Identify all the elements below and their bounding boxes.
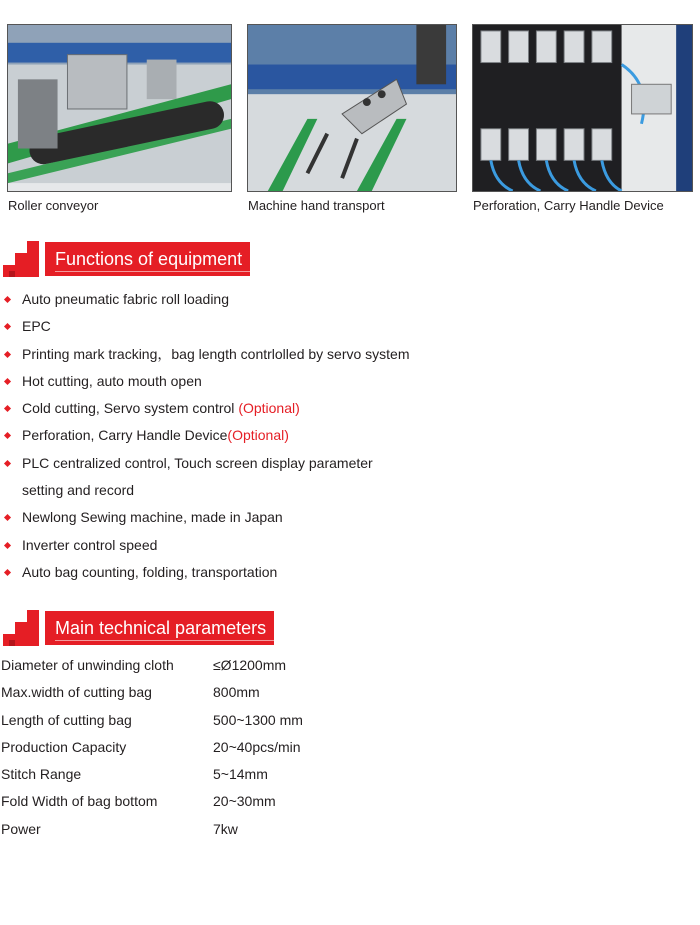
section-title: Functions of equipment: [55, 249, 243, 269]
section-title: Main technical parameters: [55, 618, 267, 638]
function-item-text: Cold cutting, Servo system control: [22, 400, 239, 417]
function-item-continuation: setting and record: [22, 482, 135, 499]
function-item-text: Hot cutting, auto mouth open: [22, 372, 202, 389]
section-title-bar: [45, 242, 250, 276]
photo-caption: Perforation, Carry Handle Device: [473, 198, 664, 213]
function-item: [3, 532, 410, 559]
diamond-bullet-icon: [4, 378, 11, 385]
photo-caption: Machine hand transport: [248, 198, 385, 213]
diamond-bullet-icon: [4, 460, 11, 467]
photo-caption: Roller conveyor: [8, 198, 99, 213]
perforation-device-photo: [472, 24, 693, 192]
diamond-bullet-icon: [4, 432, 11, 439]
parameter-label: Max.width of cutting bag: [1, 684, 152, 701]
checker-logo-icon: [3, 241, 39, 277]
diamond-bullet-icon: [4, 405, 11, 412]
optional-tag: (Optional): [227, 427, 289, 444]
function-item: [3, 504, 410, 531]
function-item: [3, 395, 410, 422]
machine-hand-photo: [247, 24, 457, 192]
function-item: [3, 450, 410, 477]
diamond-bullet-icon: [4, 514, 11, 521]
optional-tag: (Optional): [238, 400, 300, 417]
function-item: [3, 313, 410, 340]
function-item: [3, 559, 410, 586]
diamond-bullet-icon: [4, 569, 11, 576]
function-item: [3, 422, 410, 449]
diamond-bullet-icon: [4, 351, 11, 358]
function-item-text: Perforation, Carry Handle Device: [22, 427, 228, 444]
parameter-label: Stitch Range: [1, 766, 82, 783]
function-item: [3, 341, 410, 368]
function-item: [3, 286, 410, 313]
parameter-label: Diameter of unwinding cloth: [1, 657, 174, 673]
functions-list: [3, 286, 410, 586]
parameter-label: Power: [1, 820, 41, 837]
function-item: [3, 368, 410, 395]
parameter-value: ≤Ø1200mm: [213, 657, 287, 673]
parameter-value: 20~30mm: [213, 793, 276, 810]
parameter-label: Production Capacity: [1, 738, 127, 755]
parameter-value: 500~1300 mm: [213, 711, 303, 728]
parameter-label: Fold Width of bag bottom: [1, 793, 158, 810]
parameter-value: 5~14mm: [213, 766, 268, 783]
diamond-bullet-icon: [4, 323, 11, 330]
parameter-value: 20~40pcs/min: [213, 738, 301, 755]
function-item-text: EPC: [22, 318, 51, 335]
function-item-text: Printing mark tracking，bag length contrlolled by servo system: [22, 345, 410, 362]
parameter-label: Length of cutting bag: [1, 711, 132, 728]
diamond-bullet-icon: [4, 296, 11, 303]
checker-logo-icon: [3, 610, 39, 646]
parameter-value: 800mm: [213, 684, 260, 701]
function-item-text: PLC centralized control, Touch screen display parameter: [22, 454, 373, 471]
function-item-text: Inverter control speed: [22, 536, 158, 553]
diamond-bullet-icon: [4, 542, 11, 549]
roller-conveyor-photo: [7, 24, 232, 192]
function-item-text: Auto pneumatic fabric roll loading: [22, 291, 230, 307]
function-item-text: Auto bag counting, folding, transportation: [22, 563, 278, 580]
parameter-value: 7kw: [213, 820, 238, 837]
function-item-text: Newlong Sewing machine, made in Japan: [22, 509, 283, 526]
section-title-bar: [45, 611, 274, 645]
